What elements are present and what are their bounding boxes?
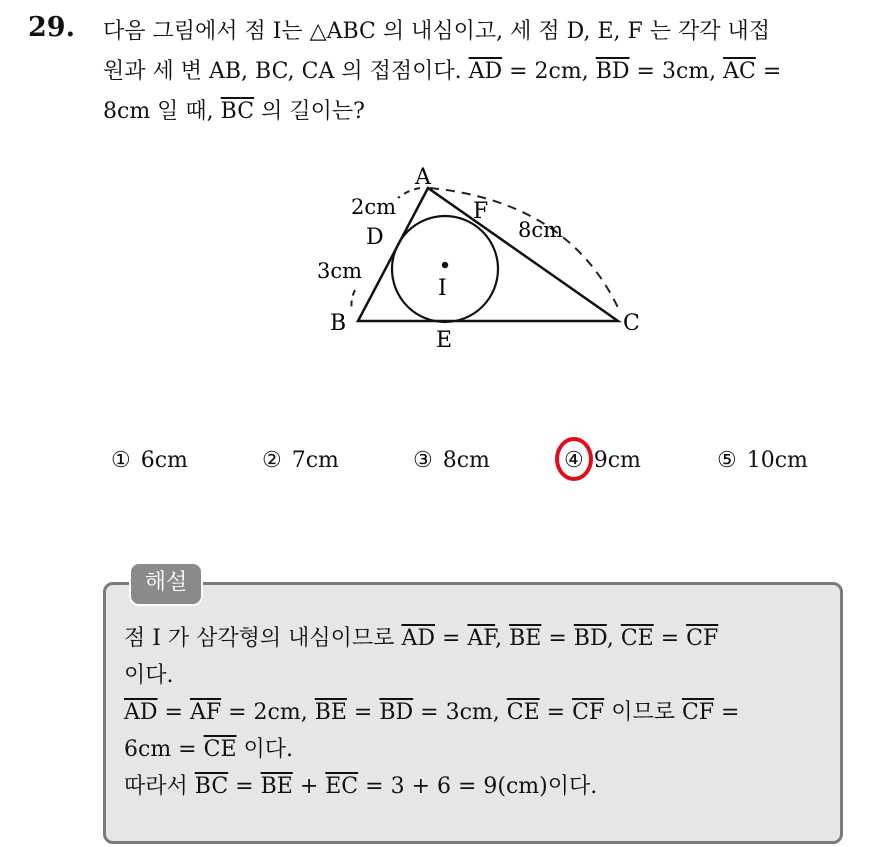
q-text: = 2cm, (502, 59, 596, 84)
label-c: C (623, 311, 640, 336)
solution-line-1 (124, 620, 834, 657)
seg: $\overline{BD}$ (379, 700, 414, 725)
incenter-point (442, 262, 448, 268)
segment-bc: $\overline{BC}$ (220, 99, 255, 124)
seg: $\overline{EC}$ (325, 774, 359, 799)
seg: $\overline{AF}$ (467, 626, 496, 651)
seg: $\overline{CE}$ (620, 626, 654, 651)
label-e: E (436, 328, 453, 353)
seg: $\overline{AD}$ (124, 700, 158, 725)
solution-line-4 (124, 731, 834, 768)
s-text: 이므로 (604, 700, 682, 725)
seg: $\overline{CF}$ (681, 700, 715, 725)
solution-text (124, 620, 834, 805)
choice-1[interactable] (111, 448, 188, 473)
segment-bd: $\overline{BD}$ (595, 59, 630, 84)
q-text: 원과 세 변 AB, BC, CA 의 접점이다. (103, 59, 469, 84)
s-text: 6cm = (124, 737, 204, 762)
question-text (103, 12, 863, 132)
choice-text: 8cm (442, 448, 490, 473)
s-text: = (541, 626, 574, 651)
q-text: 의 길이는? (254, 99, 365, 124)
q-text: 8cm 일 때, (103, 99, 221, 124)
choice-number: ③ (413, 448, 433, 473)
label-i: I (438, 276, 447, 301)
s-text: 이다. (236, 737, 294, 762)
seg: $\overline{CE}$ (203, 737, 237, 762)
seg: $\overline{AD}$ (401, 626, 435, 651)
seg: $\overline{BE}$ (509, 626, 542, 651)
s-text: = (539, 700, 573, 725)
seg: $\overline{BE}$ (260, 774, 293, 799)
s-text: + (292, 774, 326, 799)
label-a: A (415, 165, 431, 190)
segment-ad: $\overline{AD}$ (468, 59, 503, 84)
s-text: = (714, 700, 740, 725)
seg: $\overline{BC}$ (194, 774, 229, 799)
s-text: = (228, 774, 261, 799)
s-text: , (606, 626, 621, 651)
answer-circle-mark (555, 437, 593, 481)
seg: $\overline{CE}$ (506, 700, 540, 725)
question-number: 29. (28, 12, 75, 43)
length-ac: 8cm (518, 218, 564, 242)
s-text: = (157, 700, 190, 725)
choice-5[interactable] (717, 448, 808, 473)
question-line-2 (103, 52, 863, 92)
triangle-figure (300, 150, 660, 360)
seg: $\overline{CF}$ (572, 700, 605, 725)
question-line-1: 다음 그림에서 점 I는 △ABC 의 내심이고, 세 점 D, E, F 는 각각 내접 (103, 19, 771, 44)
solution-line-5 (124, 768, 834, 805)
choice-number: ② (262, 448, 282, 473)
solution-line-2: 이다. (124, 663, 174, 688)
length-bd: 3cm (317, 259, 363, 283)
s-text: = (653, 626, 687, 651)
choice-number: ① (111, 448, 131, 473)
s-text: = 2cm, (221, 700, 315, 725)
s-text: 점 I 가 삼각형의 내심이므로 (124, 626, 402, 651)
incircle (392, 216, 498, 322)
choice-text: 10cm (746, 448, 808, 473)
s-text: = 3 + 6 = 9(cm)이다. (358, 774, 598, 799)
dashed-arc-bd (351, 290, 355, 310)
question-line-3 (103, 92, 863, 132)
q-text: = 3cm, (629, 59, 724, 84)
s-text: = 3cm, (413, 700, 507, 725)
seg: $\overline{AF}$ (189, 700, 222, 725)
choice-2[interactable] (262, 448, 339, 473)
choice-text: 7cm (291, 448, 339, 473)
q-text: = (755, 59, 782, 84)
solution-tag: 해설 (129, 562, 203, 606)
seg: $\overline{BD}$ (573, 626, 607, 651)
label-b: B (330, 311, 347, 336)
s-text: , (495, 626, 510, 651)
seg: $\overline{BE}$ (314, 700, 347, 725)
choice-number: ④ (564, 448, 584, 473)
s-text: = (346, 700, 380, 725)
length-ad: 2cm (351, 195, 397, 219)
segment-ac: $\overline{AC}$ (723, 59, 756, 84)
answer-choices (0, 448, 884, 482)
choice-number: ⑤ (717, 448, 737, 473)
solution-line-3 (124, 694, 834, 731)
choice-text: 9cm (593, 448, 641, 473)
s-text: = (434, 626, 468, 651)
s-text: 따라서 (124, 774, 195, 799)
dashed-arc-ac (430, 188, 620, 312)
label-f: F (473, 199, 489, 224)
choice-3[interactable] (413, 448, 490, 473)
seg: $\overline{CF}$ (686, 626, 719, 651)
label-d: D (366, 225, 384, 250)
choice-text: 6cm (140, 448, 188, 473)
